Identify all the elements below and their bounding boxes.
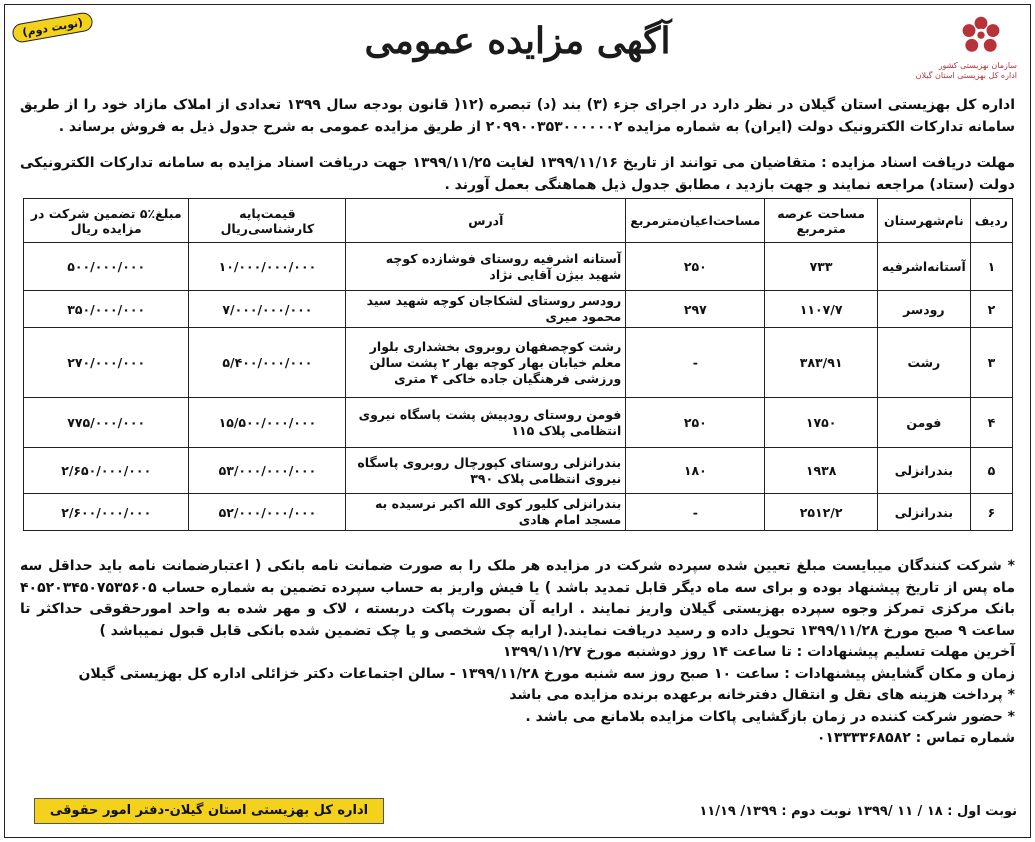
header-building-area: مساحت‌اعیان‌مترمربع: [626, 199, 765, 243]
header-address: آدرس: [346, 199, 626, 243]
table-row: [24, 243, 1013, 291]
intro-paragraph: اداره کل بهزیستی استان گیلان در نظر دارد در اجرای جزء (۳) بند (د) تبصره (۱۲( قانون بودجه سال ۱۳۹۹ تعدادی از املاک مازاد خود را از طریق سامانه تدارکات الکترونیک دولت (ایران) به شماره مزایده ۲۰۹۹۰۰۳۵۳۰۰۰۰۰۰۲ از طریق مزایده عمومی به شرح جدول ذیل به فروش برساند .: [20, 97, 1016, 135]
table-row: [24, 448, 1013, 494]
cell-base-price: ۵۳/۰۰۰/۰۰۰/۰۰۰: [189, 448, 346, 494]
cell-city: فومن: [877, 398, 970, 448]
cell-row-number: ۳: [970, 328, 1012, 398]
cell-base-price: ۱۰/۰۰۰/۰۰۰/۰۰۰: [189, 243, 346, 291]
cell-building-area: -: [626, 328, 765, 398]
last-deadline-note: آخرین مهلت تسلیم پیشنهادات : تا ساعت ۱۴ روز دوشنبه مورخ ۱۳۹۹/۱۱/۲۷: [502, 644, 1015, 660]
cell-address: آستانه اشرفیه روستای فوشازده کوچه شهید بیژن آقایی نژاد: [346, 243, 626, 291]
cell-building-area: ۲۵۰: [626, 398, 765, 448]
cell-building-area: ۲۵۰: [626, 243, 765, 291]
logo-text-line2: اداره کل بهزیستی استان گیلان: [915, 71, 1017, 80]
cell-land-area: ۲۵۱۲/۲: [765, 494, 878, 531]
opening-note: زمان و مکان گشایش پیشنهادات : ساعت ۱۰ صبح روز سه شنبه مورخ ۱۳۹۹/۱۱/۲۸ - سالن اجتماعات دکتر خزائلی اداره کل بهزیستی گیلان: [78, 665, 1015, 682]
header-city: نام‌شهرستان: [877, 199, 970, 243]
cell-deposit: ۲/۶۰۰/۰۰۰/۰۰۰: [24, 494, 189, 531]
page-title: آگهی مزایده عمومی: [364, 20, 671, 62]
cell-base-price: ۵۲/۰۰۰/۰۰۰/۰۰۰: [189, 494, 346, 531]
table-row: [24, 398, 1013, 448]
table-row: [24, 291, 1013, 328]
cell-land-area: ۱۷۵۰: [765, 398, 878, 448]
notes-section: [20, 556, 1015, 750]
cell-address: رشت کوچصفهان روبروی بخشداری بلوار معلم خیابان بهار کوچه بهار ۲ پشت سالن ورزشی فرهنگیان جاده خاکی ۴ متری: [346, 328, 626, 398]
cell-building-area: ۱۸۰: [626, 448, 765, 494]
cell-row-number: ۶: [970, 494, 1012, 531]
cell-deposit: ۷۷۵/۰۰۰/۰۰۰: [24, 398, 189, 448]
cell-row-number: ۴: [970, 398, 1012, 448]
cell-address: بندرانزلی کلیور کوی الله اکبر نرسیده به مسجد امام هادی: [346, 494, 626, 531]
cell-deposit: ۳۵۰/۰۰۰/۰۰۰: [24, 291, 189, 328]
cell-base-price: ۱۵/۵۰۰/۰۰۰/۰۰۰: [189, 398, 346, 448]
cell-city: رشت: [877, 328, 970, 398]
contact-number: شماره تماس : ۰۱۳۳۳۳۶۸۵۸۲: [816, 730, 1015, 746]
cell-land-area: ۷۳۳: [765, 243, 878, 291]
publication-dates: [625, 800, 1021, 826]
cell-city: بندرانزلی: [877, 448, 970, 494]
cell-row-number: ۱: [970, 243, 1012, 291]
table-row: [24, 328, 1013, 398]
header-land-area: مساحت عرصه مترمربع: [765, 199, 878, 243]
table-header-row: [24, 199, 1013, 243]
attendance-note: * حضور شرکت کننده در زمان بازگشایی پاکات مزایده بلامانع می باشد .: [525, 708, 1015, 725]
cell-land-area: ۳۸۳/۹۱: [765, 328, 878, 398]
cell-base-price: ۵/۴۰۰/۰۰۰/۰۰۰: [189, 328, 346, 398]
cell-city: رودسر: [877, 291, 970, 328]
transport-cost-note: * پرداخت هزینه های نقل و انتقال دفترخانه برعهده برنده مزایده می باشد: [509, 687, 1015, 703]
cell-row-number: ۲: [970, 291, 1012, 328]
header-deposit: مبلغ٪۵ تضمین شرکت در مزایده ریال: [24, 199, 189, 243]
header: [0, 8, 1035, 88]
publication-dates-text: نوبت اول : ۱۸ / ۱۱ /۱۳۹۹ نوبت دوم : ۱۳۹۹/ ۱۱/۱۹: [699, 804, 1017, 819]
cell-address: فومن روستای رودپیش پشت پاسگاه نیروی انتظامی پلاک ۱۱۵: [346, 398, 626, 448]
cell-building-area: -: [626, 494, 765, 531]
cell-deposit: ۲/۶۵۰/۰۰۰/۰۰۰: [24, 448, 189, 494]
cell-building-area: ۲۹۷: [626, 291, 765, 328]
cell-deposit: ۲۷۰/۰۰۰/۰۰۰: [24, 328, 189, 398]
cell-address: رودسر روستای لشکاجان کوچه شهید سید محمود میری: [346, 291, 626, 328]
cell-city: بندرانزلی: [877, 494, 970, 531]
cell-land-area: ۱۹۳۸: [765, 448, 878, 494]
deposit-note: * شرکت کنندگان میبایست مبلغ تعیین شده سپرده شرکت در مزایده هر ملک را به صورت ضمانت نامه بانکی ( اعتبارضمانت نامه باید حداقل سه ماه پس از تاریخ پیشنهاد بوده و برای سه ماه دیگر قابل تمدید باشد ) یا فیش واریز به حساب سپرده تضمین به شماره حساب ۴۰۵۲۰۳۴۵۰۷۵۳۵۶۰۵ بانک مرکزی تمرکز وجوه سپرده بهزیستی گیلان واریز نمایند . ارایه آن بصورت پاکت دربسته ، لاک و مهر شده به واحد امورحقوقی حداکثر تا ساعت ۹ صبح مورخ ۱۳۹۹/۱۱/۲۸ تحویل داده و رسید دریافت نمایند.( ارایه چک شخصی و یا چک تضمین شده بانکی قابل قبول نمیباشد ): [20, 558, 1015, 639]
deadline-paragraph: مهلت دریافت اسناد مزایده : متقاضیان می توانند از تاریخ ۱۳۹۹/۱۱/۱۶ لغایت ۱۳۹۹/۱۱/۲۵ جهت دریافت اسناد مزایده به سامانه تدارکات الکترونیکی دولت (ستاد) مراجعه نمایند و جهت بازدید ، مطابق جدول ذیل هماهنگی بعمل آورند .: [20, 155, 1016, 193]
cell-city: آستانه‌اشرفیه: [877, 243, 970, 291]
logo-text-line1: سازمان بهزیستی کشور: [938, 61, 1017, 70]
round-badge: (نوبت دوم): [11, 11, 94, 44]
issuer-box: اداره کل بهزیستی استان گیلان-دفتر امور حقوقی: [34, 798, 384, 824]
cell-land-area: ۱۱۰۷/۷: [765, 291, 878, 328]
cell-address: بندرانزلی روستای کپورچال روبروی پاسگاه نیروی انتظامی پلاک ۳۹۰: [346, 448, 626, 494]
header-row-number: ردیف: [970, 199, 1012, 243]
table-row: [24, 494, 1013, 531]
cell-base-price: ۷/۰۰۰/۰۰۰/۰۰۰: [189, 291, 346, 328]
header-base-price: قیمت‌پایه کارشناسی‌ریال: [189, 199, 346, 243]
cell-row-number: ۵: [970, 448, 1012, 494]
cell-deposit: ۵۰۰/۰۰۰/۰۰۰: [24, 243, 189, 291]
properties-table: [23, 198, 1013, 531]
